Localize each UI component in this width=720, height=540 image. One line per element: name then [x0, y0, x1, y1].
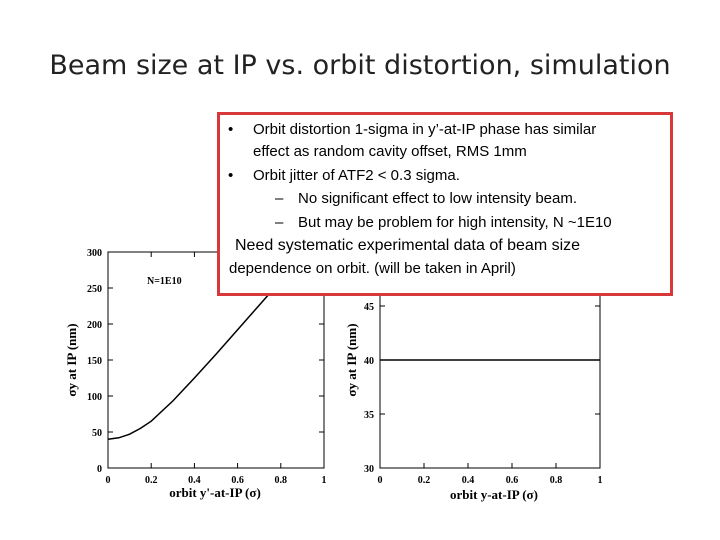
sub-bullet-2: But may be problem for high intensity, N ~1E10	[298, 214, 612, 231]
bullet-2: •	[228, 167, 234, 184]
right-x-tick-label: 0.2	[417, 475, 431, 486]
right-x-tick-label: 0.8	[549, 475, 563, 486]
note-line-2: dependence on orbit. (will be taken in April)	[229, 260, 516, 277]
left-x-axis-label: orbit y'-at-IP (σ)	[169, 485, 261, 500]
bullet-2-text: Orbit jitter of ATF2 < 0.3 sigma.	[253, 167, 460, 184]
right-x-tick-label: 0.6	[505, 475, 519, 486]
sub-bullet-1-dash: –	[275, 190, 284, 207]
left-x-tick-label: 0.2	[144, 475, 158, 486]
sub-bullet-2-dash: –	[275, 214, 284, 231]
left-annotation-label: N=1E10	[147, 276, 182, 287]
left-y-tick-label: 100	[87, 392, 102, 403]
right-y-tick-label: 30	[364, 464, 374, 475]
left-y-tick-label: 150	[87, 356, 102, 367]
note-line-1: Need systematic experimental data of beam size	[235, 237, 581, 254]
bullet-1-line-2: effect as random cavity offset, RMS 1mm	[253, 143, 527, 160]
bullet-1-line-1: Orbit distortion 1-sigma in y’-at-IP phase has similar	[253, 121, 597, 138]
left-y-tick-label: 200	[87, 320, 102, 331]
left-y-tick-label: 50	[92, 428, 102, 439]
right-x-tick-label: 0	[377, 475, 383, 486]
left-x-tick-label: 0	[105, 475, 111, 486]
left-x-tick-label: 0.4	[188, 475, 201, 486]
left-y-tick-label: 0	[97, 464, 102, 475]
annotation-box	[217, 112, 673, 296]
right-x-tick-label: 1	[597, 475, 603, 486]
sub-bullet-1: No significant effect to low intensity beam.	[298, 190, 578, 207]
bullet-1: •	[228, 121, 234, 138]
right-x-tick-label: 0.4	[461, 475, 475, 486]
left-y-tick-label: 250	[87, 284, 102, 295]
left-y-tick-label: 300	[87, 248, 102, 259]
right-x-axis-label: orbit y-at-IP (σ)	[450, 487, 538, 502]
left-x-tick-label: 0.6	[231, 475, 244, 486]
right-y-axis-label: σy at IP (nm)	[344, 323, 359, 397]
left-series-line	[108, 281, 281, 439]
right-y-tick-label: 45	[364, 302, 374, 313]
right-y-tick-label: 35	[364, 410, 374, 421]
slide-title: Beam size at IP vs. orbit distortion, simulation	[49, 50, 671, 81]
left-x-tick-label: 0.8	[274, 475, 288, 486]
left-x-tick-label: 1	[321, 475, 327, 486]
left-y-axis-label: σy at IP (nm)	[64, 323, 79, 397]
right-y-tick-label: 40	[364, 356, 374, 367]
